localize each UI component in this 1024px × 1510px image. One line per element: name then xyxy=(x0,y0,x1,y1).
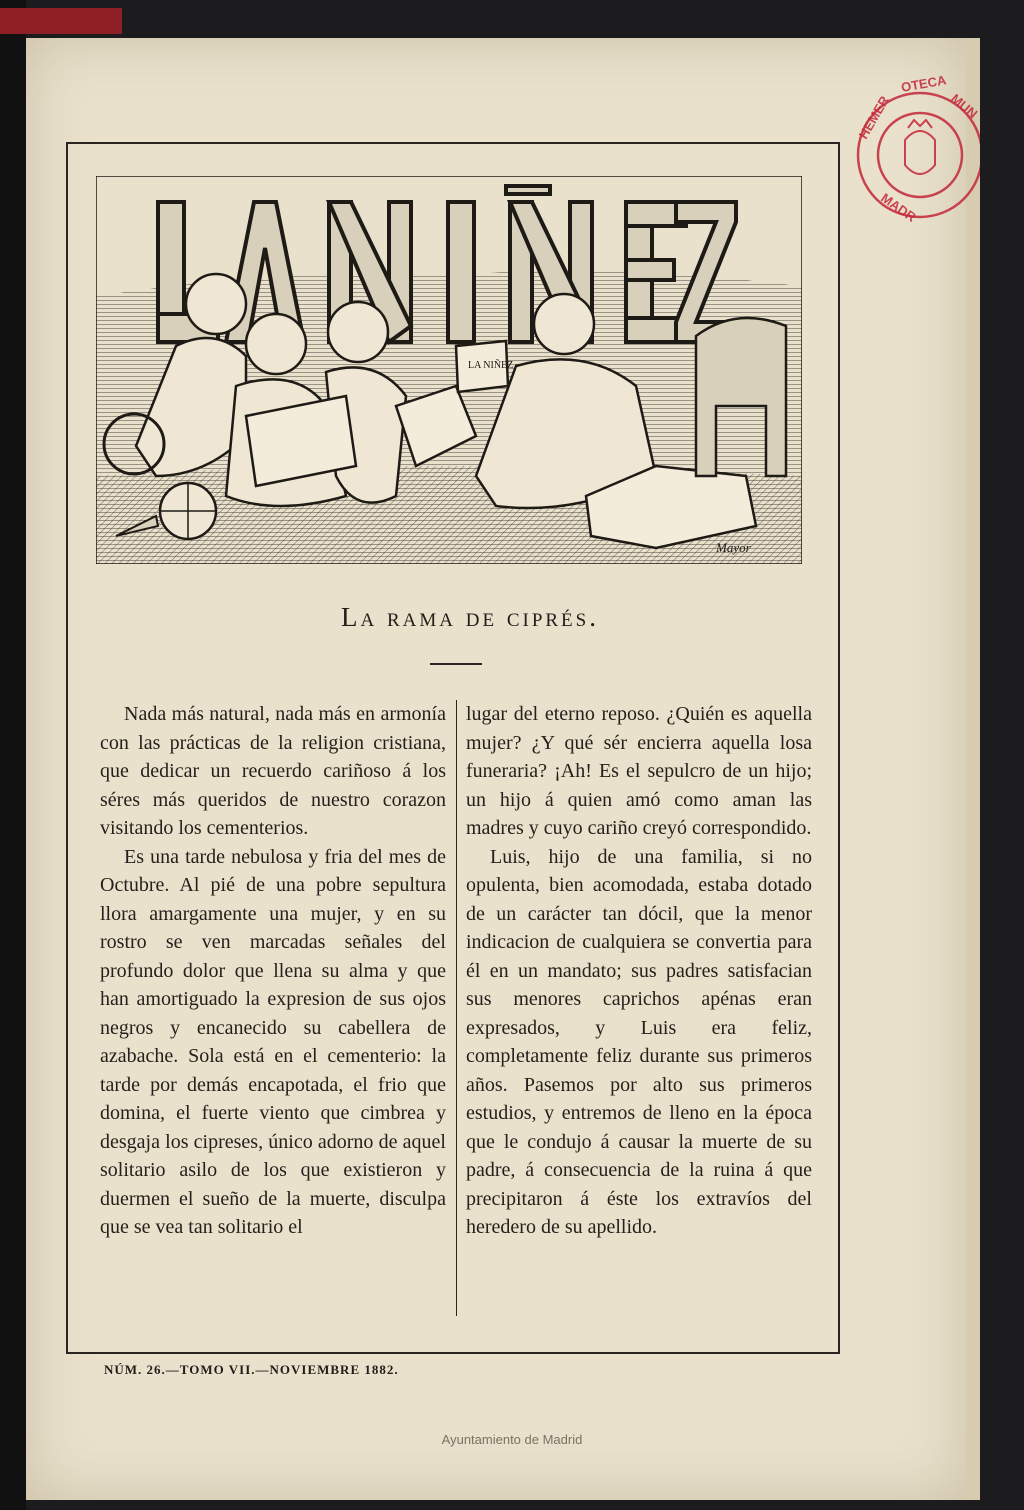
svg-text:MADR: MADR xyxy=(878,190,919,225)
book-spine-edge xyxy=(0,0,26,1510)
paragraph: Nada más natural, nada más en armonía con las prácticas de la religion cristiana, que dedicar un recuerdo cariñoso á los séres más queridos de nuestro corazon visitando los cementerios. xyxy=(100,703,446,839)
svg-text:OTECA: OTECA xyxy=(899,72,948,95)
book-cover-label: LA NIÑEZ xyxy=(468,360,514,371)
paragraph: lugar del eterno reposo. ¿Quién es aquella mujer? ¿Y qué sér encierra aquella losa funeraria? ¡Ah! Es el sepulcro de un hijo; un hijo á quien amó como aman las madres y cuyo cariño creyó correspondido. xyxy=(466,703,812,839)
masthead-illustration xyxy=(96,176,802,564)
library-stamp xyxy=(850,70,980,240)
binding-corner-red xyxy=(0,8,122,34)
article-title: La rama de ciprés. xyxy=(341,602,599,632)
column-divider xyxy=(456,700,457,1316)
article-column-left xyxy=(100,700,446,1242)
svg-text:MUN: MUN xyxy=(948,90,980,122)
article-column-right xyxy=(466,700,812,1242)
title-rule xyxy=(430,663,482,665)
page-right-edge xyxy=(966,38,980,1500)
paragraph: Es una tarde nebulosa y fria del mes de Octubre. Al pié de una pobre sepultura llora amargamente una mujer, y en su rostro se ven marcadas señales del profundo dolor que llena su alma y que han amortiguado la expresion de sus ojos negros y encanecido su cabellera de azabache. Sola está en el cementerio: la tarde por demás encapotada, el frio que domina, el fuerte viento que cimbrea y desgaja los cipreses, único adorno de aquel solitario asilo de los que existieron y duermen el sueño de la muerte, disculpa que se vea tan solitario el xyxy=(100,845,446,1238)
engraver-signature: Mayor xyxy=(716,540,751,555)
library-credit: Ayuntamiento de Madrid xyxy=(441,1432,583,1447)
issue-line: NÚM. 26.—TOMO VII.—NOVIEMBRE 1882. xyxy=(104,1362,399,1377)
paragraph: Luis, hijo de una familia, si no opulenta, bien acomodada, estaba dotado de un carácter tan dócil, que la menor indicacion de cualquiera se convertia para él en un mandato; sus padres satisfacian sus menores caprichos apénas eran expresados, y Luis era feliz, completamente feliz durante sus primeros años. Pasemos por alto sus primeros estudios, y entremos de lleno en la época que le condujo á causar la muerte de su padre, á consecuencia de la ruina á que precipitaron á éste los extravíos del heredero de su apellido. xyxy=(466,845,812,1238)
svg-text:HEMER: HEMER xyxy=(855,93,893,142)
